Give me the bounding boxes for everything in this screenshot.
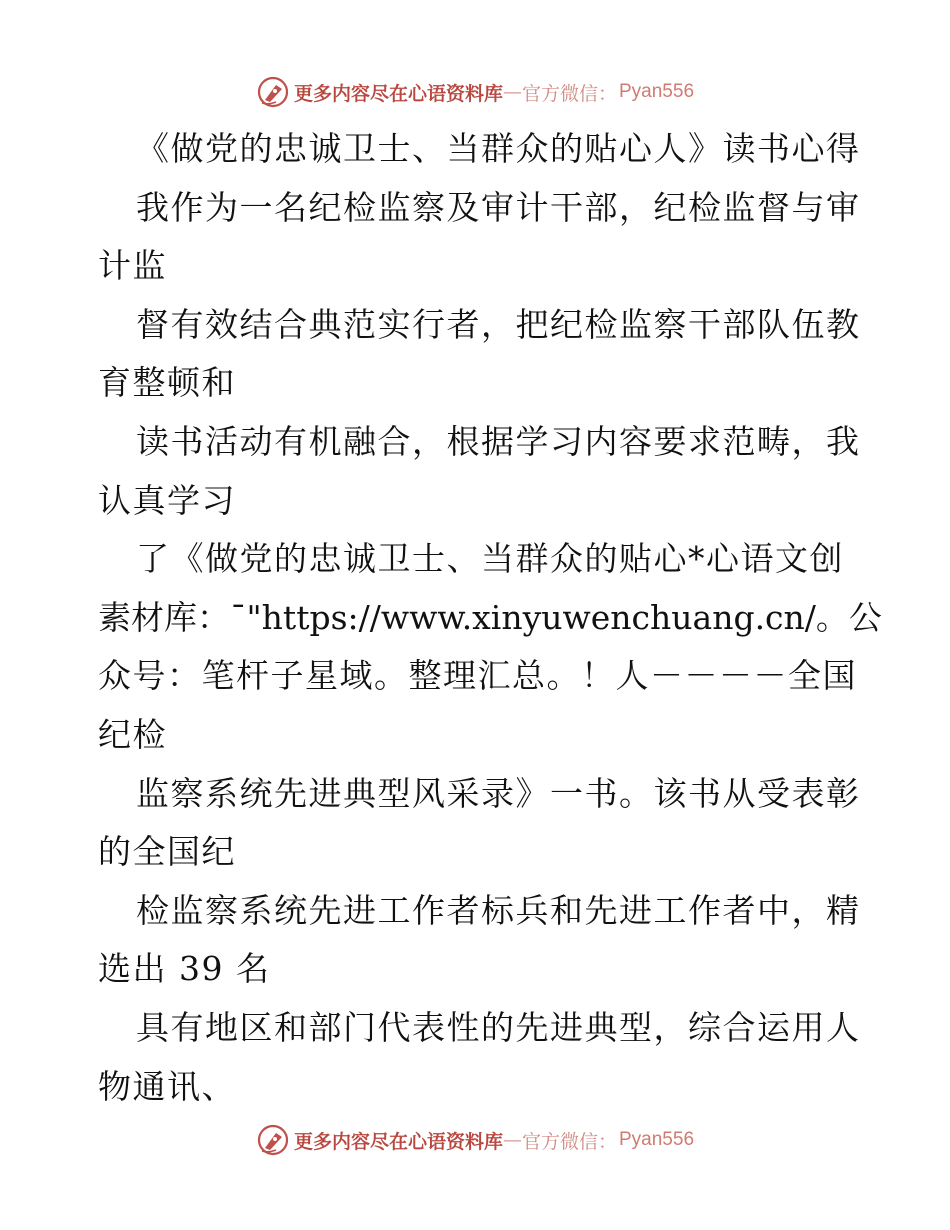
footer-brand-text: 更多内容尽在心语资料库 bbox=[293, 1130, 503, 1153]
document-body bbox=[98, 120, 882, 1116]
pen-nib-icon bbox=[256, 75, 290, 109]
footer-wechat-id: Pyan556 bbox=[619, 1129, 695, 1150]
footer-separator: — bbox=[502, 1129, 522, 1151]
paragraph-line: 督有效结合典范实行者，把纪检监察干部队伍教 bbox=[136, 304, 861, 344]
paragraph-line: 的全国纪 bbox=[98, 832, 236, 872]
paragraph-line: 检监察系统先进工作者标兵和先进工作者中，精 bbox=[136, 890, 861, 930]
paragraph-line: 纪检 bbox=[98, 714, 167, 754]
paragraph-line: 读书活动有机融合，根据学习内容要求范畴，我 bbox=[136, 421, 861, 461]
header-brand-text: 更多内容尽在心语资料库 bbox=[293, 82, 503, 105]
document-title: 《做党的忠诚卫士、当群众的贴心人》读书心得 bbox=[136, 129, 861, 168]
footer-wechat-label: 官方微信： bbox=[521, 1130, 617, 1153]
paragraph-line: 选出 39 名 bbox=[98, 949, 271, 989]
footer-banner bbox=[0, 1120, 950, 1160]
paragraph-line: 监察系统先进典型风采录》一书。该书从受表彰 bbox=[136, 773, 861, 813]
paragraph-line: 具有地区和部门代表性的先进典型，综合运用人 bbox=[136, 1007, 861, 1047]
header-banner bbox=[0, 72, 950, 112]
paragraph-line: 了《做党的忠诚卫士、当群众的贴心*心语文创 bbox=[136, 539, 844, 579]
paragraph-line: 众号：笔杆子星域。整理汇总。！人－－－－全国 bbox=[98, 656, 857, 696]
header-wechat-label: 官方微信： bbox=[521, 82, 617, 105]
paragraph-line: 认真学习 bbox=[98, 480, 236, 520]
paragraph-line-url: 素材库：¯"https://www.xinyuwenchuang.cn/。公 bbox=[98, 597, 882, 637]
paragraph-line: 育整顿和 bbox=[98, 363, 236, 403]
paragraph-line: 计监 bbox=[98, 246, 167, 286]
header-wechat-id: Pyan556 bbox=[619, 81, 695, 102]
paragraph-line: 物通讯、 bbox=[98, 1066, 236, 1106]
paragraph-line: 我作为一名纪检监察及审计干部，纪检监督与审 bbox=[136, 187, 861, 227]
pen-nib-icon bbox=[256, 1123, 290, 1157]
header-separator: — bbox=[502, 81, 522, 103]
